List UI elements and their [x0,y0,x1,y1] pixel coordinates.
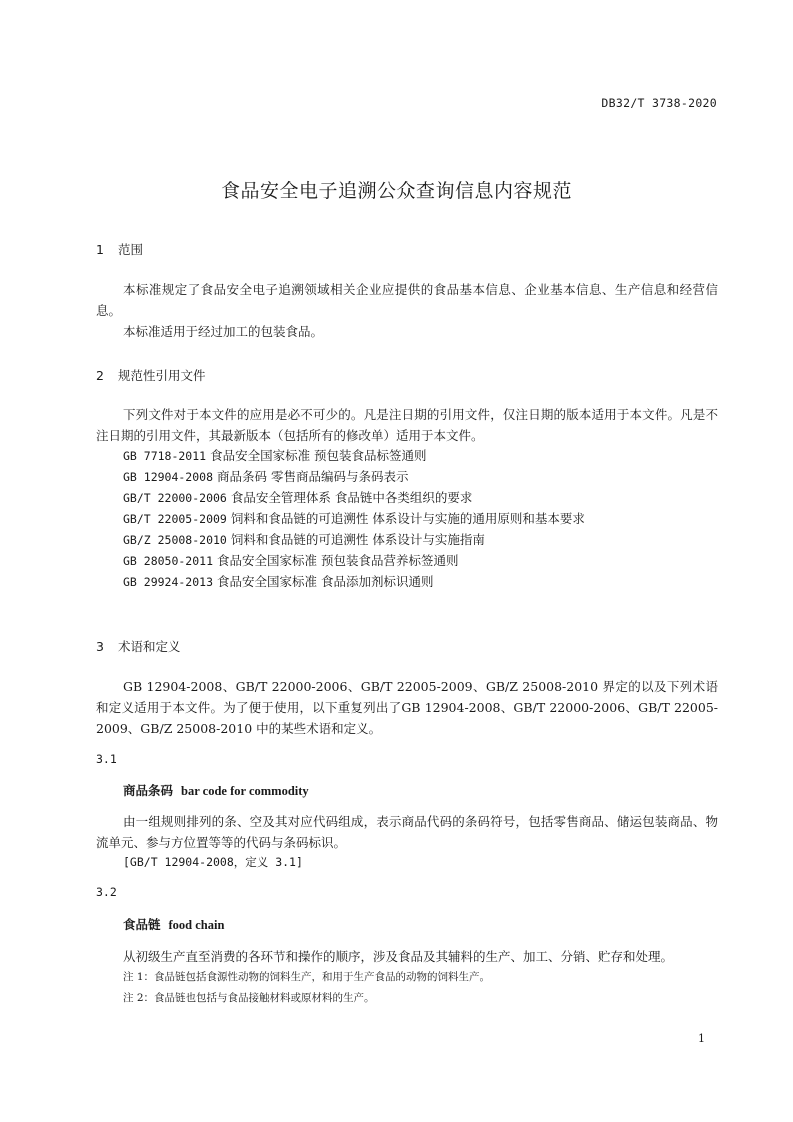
term-heading [123,915,224,933]
section-number: 2 [96,368,104,383]
section-number: 1 [96,242,104,257]
term-source: [GB/T 12904-2008，定义 3.1] [123,855,303,869]
paragraph: GB 12904-2008、GB/T 22000-2006、GB/T 22005-2009、GB/Z 25008-2010 界定的以及下列术语和定义适用于本文件。为了便于使用，以下重复列出了GB 12904-2008、GB/T 22000-2006、GB/T 22005-2009、GB/Z 25008-2010 中的某些术语和定义。 [96,679,718,736]
reference-code: GB/T 22000-2006 [123,491,227,505]
paragraph: 本标准适用于经过加工的包装食品。 [123,324,324,339]
paragraph: 本标准规定了食品安全电子追溯领域相关企业应提供的食品基本信息、企业基本信息、生产信息和经营信息。 [96,282,718,318]
reference-item [123,551,458,569]
reference-code: GB 12904-2008 [123,470,214,484]
term-english: bar code for commodity [181,784,309,798]
term-chinese: 商品条码 [123,783,174,798]
reference-name: 食品安全国家标准 预包装食品标签通则 [210,448,427,463]
section-title: 范围 [118,242,144,257]
reference-name: 商品条码 零售商品编码与条码表示 [217,469,409,484]
reference-name: 饲料和食品链的可追溯性 体系设计与实施的通用原则和基本要求 [230,511,585,526]
term-definition: 由一组规则排列的条、空及其对应代码组成，表示商品代码的条码符号，包括零售商品、储运包装商品、物流单元、参与方位置等等的代码与条码标识。 [96,814,718,850]
reference-code: GB/T 22005-2009 [123,512,227,526]
reference-name: 食品安全国家标准 预包装食品营养标签通则 [217,553,459,568]
term-heading [123,781,309,799]
section-2-heading [96,366,206,384]
reference-item [123,530,485,548]
reference-code: GB 28050-2011 [123,554,214,568]
term-definition: 从初级生产直至消费的各环节和操作的顺序，涉及食品及其辅料的生产、加工、分销、贮存和处理。 [123,949,674,964]
reference-code: GB 7718-2011 [123,449,207,463]
term-note: 注 2：食品链也包括与食品接触材料或原材料的生产。 [123,992,375,1004]
reference-item [123,467,408,485]
clause-number: 3.2 [96,885,117,899]
paragraph: 下列文件对于本文件的应用是必不可少的。凡是注日期的引用文件，仅注日期的版本适用于本文件。凡是不注日期的引用文件，其最新版本（包括所有的修改单）适用于本文件。 [96,407,718,443]
reference-item [123,572,433,590]
reference-name: 食品安全管理体系 食品链中各类组织的要求 [230,490,473,505]
section-3-heading [96,637,181,655]
page-number: 1 [698,1032,705,1045]
reference-item [123,446,427,464]
reference-code: GB 29924-2013 [123,575,214,589]
section-number: 3 [96,639,104,654]
reference-item [123,488,472,506]
section-title: 规范性引用文件 [118,368,206,383]
document-number: DB32/T 3738-2020 [601,96,717,110]
section-1-heading [96,240,143,258]
document-title: 食品安全电子追溯公众查询信息内容规范 [220,180,572,202]
term-chinese: 食品链 [123,917,161,932]
term-note: 注 1：食品链包括食源性动物的饲料生产，和用于生产食品的动物的饲料生产。 [123,971,491,983]
reference-name: 食品安全国家标准 食品添加剂标识通则 [217,574,434,589]
section-title: 术语和定义 [118,639,181,654]
clause-number: 3.1 [96,752,117,766]
reference-item [123,509,585,527]
reference-name: 饲料和食品链的可追溯性 体系设计与实施指南 [230,532,485,547]
reference-code: GB/Z 25008-2010 [123,533,227,547]
term-english: food chain [168,918,225,932]
